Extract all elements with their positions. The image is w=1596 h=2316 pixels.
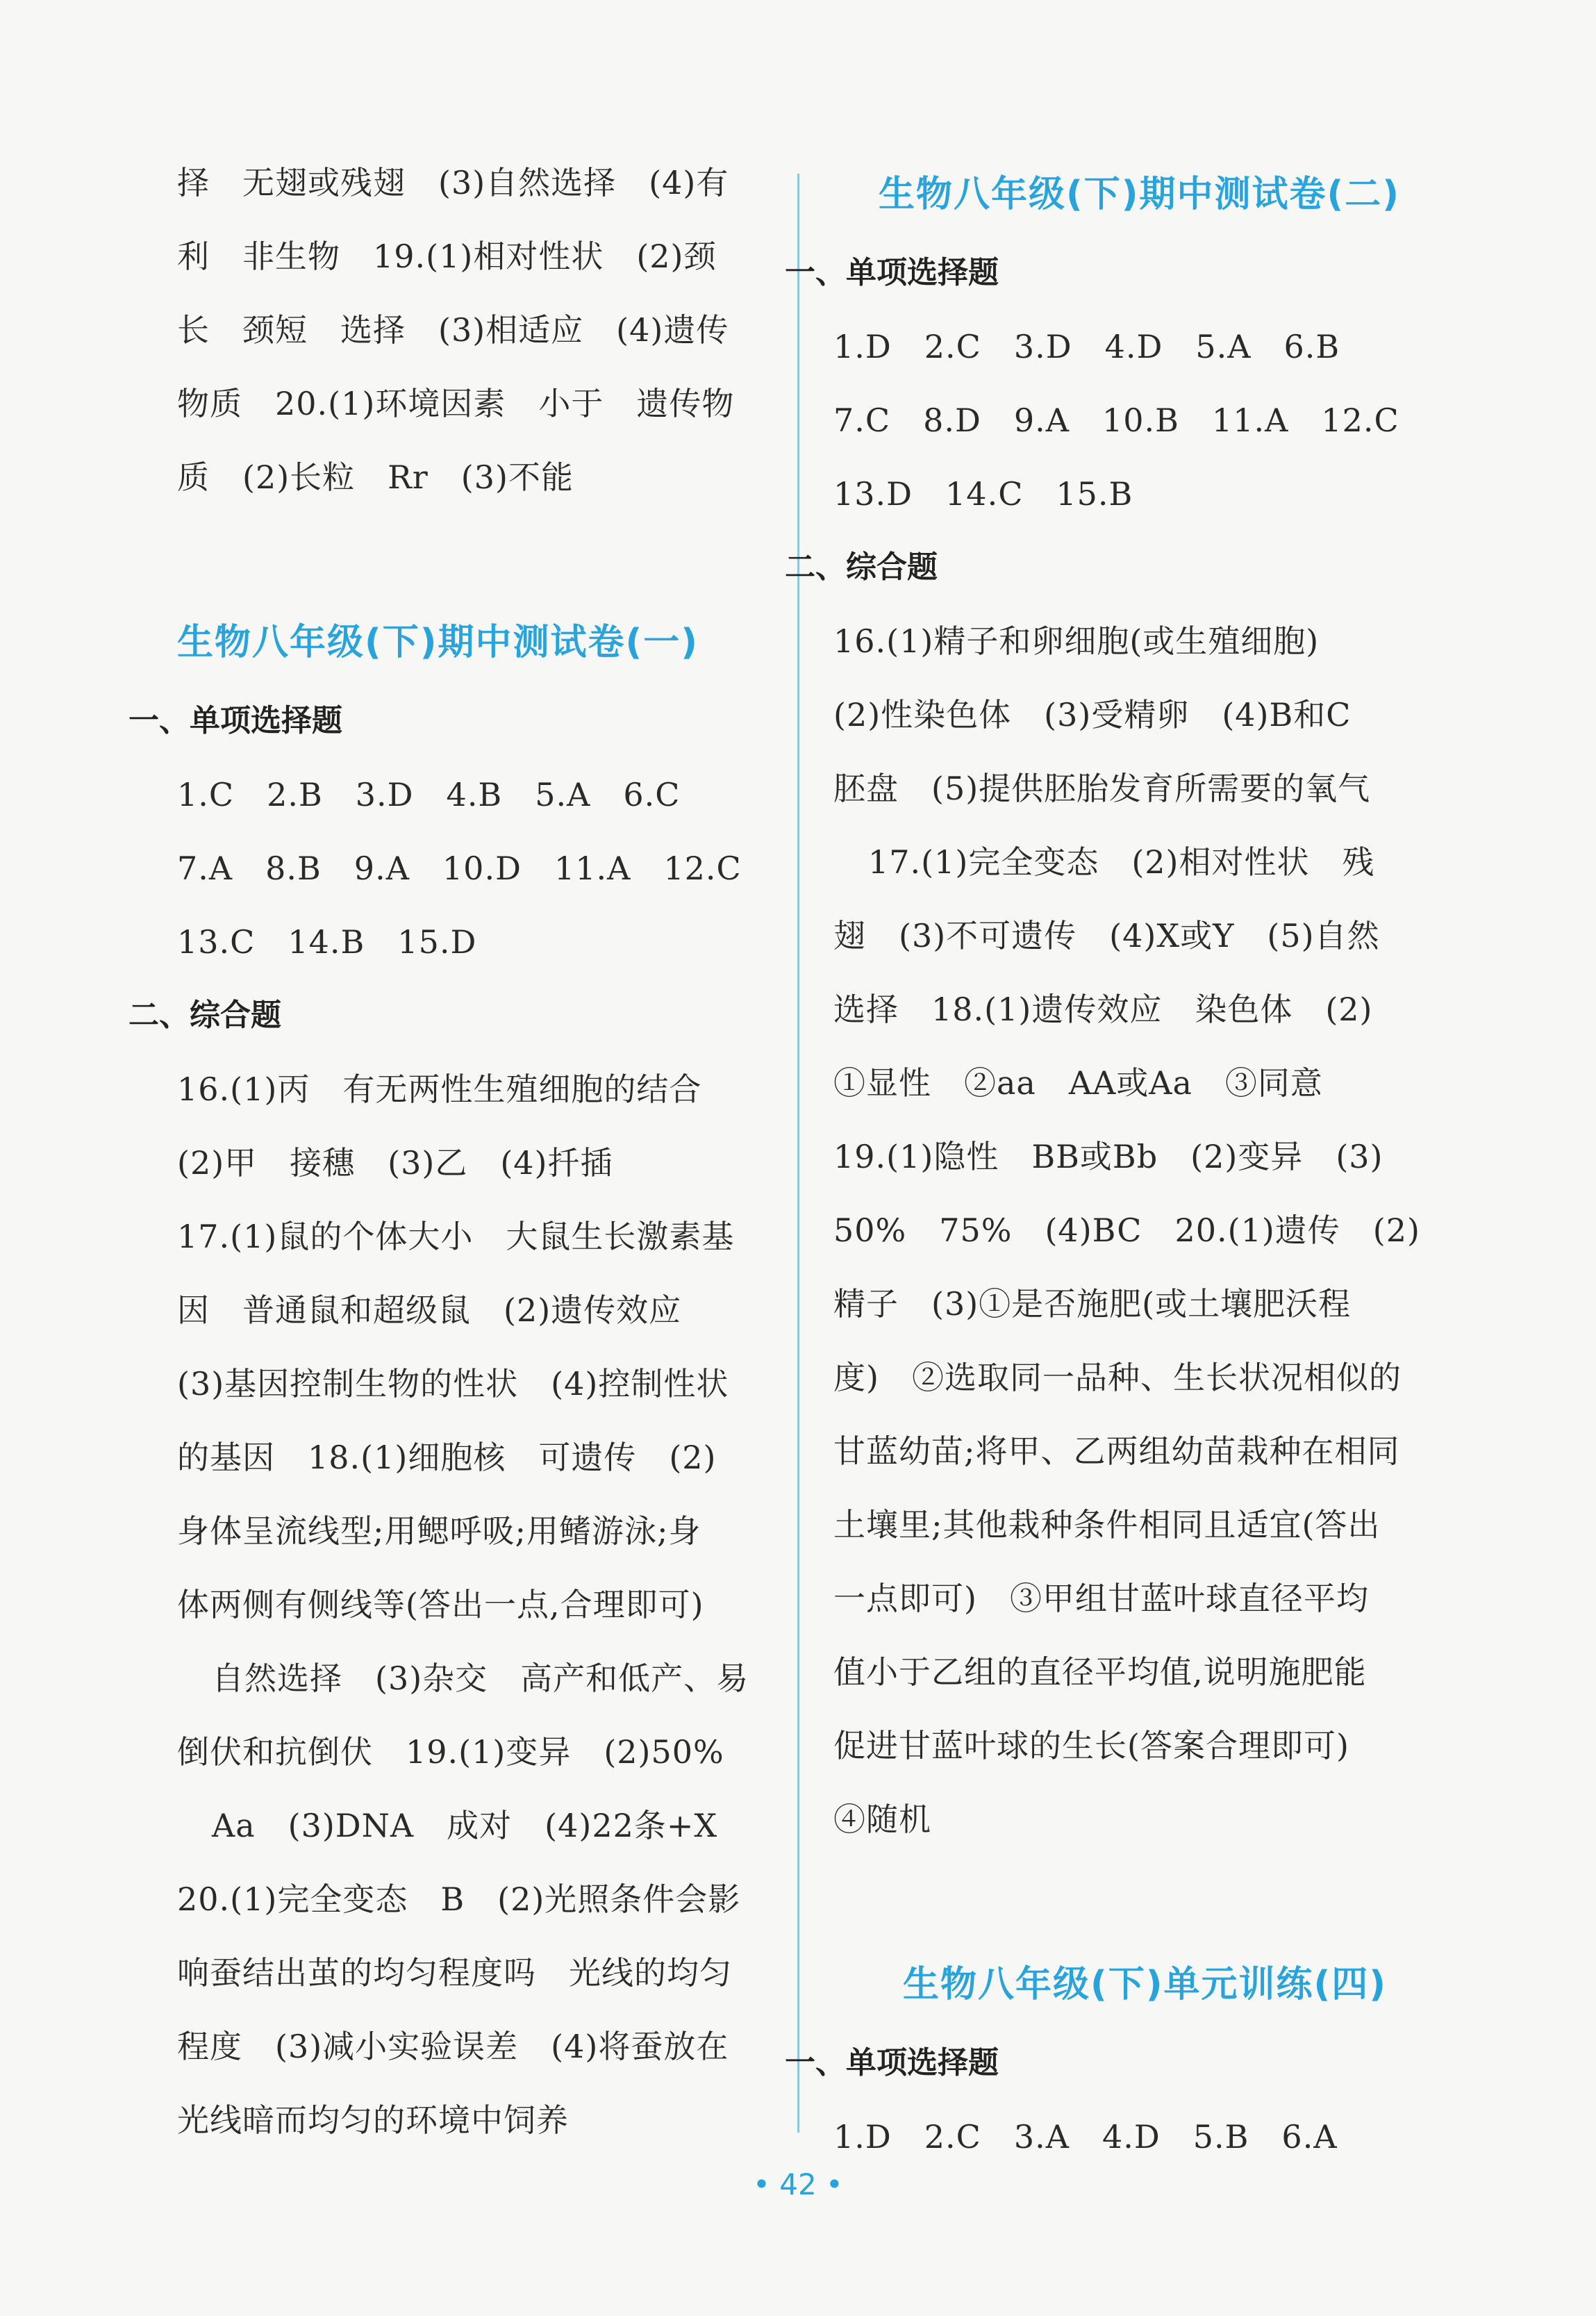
answer-line: 选择 18.(1)遗传效应 染色体 (2) [833,991,1373,1028]
choice-line: 13.D 14.C 15.B [833,475,1133,513]
text-line: 利 非生物 19.(1)相对性状 (2)颈 [177,238,717,275]
choice-line: 13.C 14.B 15.D [177,923,477,961]
left-column [128,146,767,2157]
answer-line: 体两侧有侧线等(答出一点,合理即可) [177,1586,704,1623]
answer-line: ①显性 ②aa AA或Aa ③同意 [833,1064,1323,1102]
answer-line: 一点即可) ③甲组甘蓝叶球直径平均 [833,1580,1369,1617]
answer-line: 值小于乙组的直径平均值,说明施肥能 [833,1653,1367,1691]
choice-line: 1.D 2.C 3.A 4.D 5.B 6.A [833,2118,1338,2156]
text-line: 长 颈短 选择 (3)相适应 (4)遗传 [177,311,729,349]
answer-line: 16.(1)丙 有无两性生殖细胞的结合 [177,1070,702,1108]
answer-line: (2)甲 接穗 (3)乙 (4)扦插 [177,1144,613,1182]
answer-line: 50% 75% (4)BC 20.(1)遗传 (2) [833,1211,1420,1249]
answer-line: 响蚕结出茧的均匀程度吗 光线的均匀 [177,1954,732,1992]
answer-line: 17.(1)鼠的个体大小 大鼠生长激素基 [177,1218,735,1255]
answer-line: 19.(1)隐性 BB或Bb (2)变异 (3) [833,1138,1383,1175]
text-line: 质 (2)长粒 Rr (3)不能 [177,458,574,496]
answer-line: 16.(1)精子和卵细胞(或生殖细胞) [833,622,1320,660]
section-heading: 二、综合题 [785,549,938,585]
answer-line: 身体呈流线型;用鳃呼吸;用鳍游泳;身 [177,1512,701,1550]
choice-line: 1.C 2.B 3.D 4.B 5.A 6.C [177,776,681,813]
answer-line: 甘蓝幼苗;将甲、乙两组幼苗栽种在相同 [833,1432,1400,1470]
answer-line: 自然选择 (3)杂交 高产和低产、易 [212,1660,749,1697]
answer-line: 的基因 18.(1)细胞核 可遗传 (2) [177,1439,717,1476]
section-title-test1: 生物八年级(下)期中测试卷(一) [177,622,699,663]
answer-line: 度) ②选取同一品种、生长状况相似的 [833,1359,1402,1396]
text-line: 择 无翅或残翅 (3)自然选择 (4)有 [177,164,729,201]
answer-line: 促进甘蓝叶球的生长(答案合理即可) [833,1727,1349,1764]
answer-line: 因 普通鼠和超级鼠 (2)遗传效应 [177,1291,682,1329]
answer-line: 程度 (3)减小实验误差 (4)将蚕放在 [177,2028,729,2065]
answer-line: 20.(1)完全变态 B (2)光照条件会影 [177,1880,741,1918]
answer-line: ④随机 [833,1801,931,1838]
answer-line: (2)性染色体 (3)受精卵 (4)B和C [833,696,1352,734]
section-heading: 一、单项选择题 [785,2045,999,2081]
section-heading: 一、单项选择题 [128,703,342,738]
answer-line: 光线暗而均匀的环境中饲养 [177,2101,569,2139]
section-heading: 二、综合题 [128,998,281,1033]
text-line: 物质 20.(1)环境因素 小于 遗传物 [177,385,735,422]
section-title-test2: 生物八年级(下)期中测试卷(二) [879,174,1401,215]
answer-line: (3)基因控制生物的性状 (4)控制性状 [177,1365,729,1403]
answer-line: 土壤里;其他栽种条件相同且适宜(答出 [833,1506,1381,1544]
section-heading: 一、单项选择题 [785,255,999,290]
answer-line: 倒伏和抗倒伏 19.(1)变异 (2)50% [177,1733,724,1771]
answer-line: 精子 (3)①是否施肥(或土壤肥沃程 [833,1285,1352,1323]
answer-line: 17.(1)完全变态 (2)相对性状 残 [868,843,1375,881]
page-number: • 42 • [753,2167,843,2201]
answer-line: 翅 (3)不可遗传 (4)X或Y (5)自然 [833,917,1380,954]
column-divider [797,174,799,2133]
choice-line: 7.A 8.B 9.A 10.D 11.A 12.C [177,850,742,887]
answer-line: Aa (3)DNA 成对 (4)22条+X [212,1807,718,1844]
section-title-unit4: 生物八年级(下)单元训练(四) [903,1964,1388,2005]
answer-line: 胚盘 (5)提供胚胎发育所需要的氧气 [833,770,1371,807]
choice-line: 7.C 8.D 9.A 10.B 11.A 12.C [833,402,1399,439]
choice-line: 1.D 2.C 3.D 4.D 5.A 6.B [833,328,1340,365]
right-column [785,153,1479,2174]
